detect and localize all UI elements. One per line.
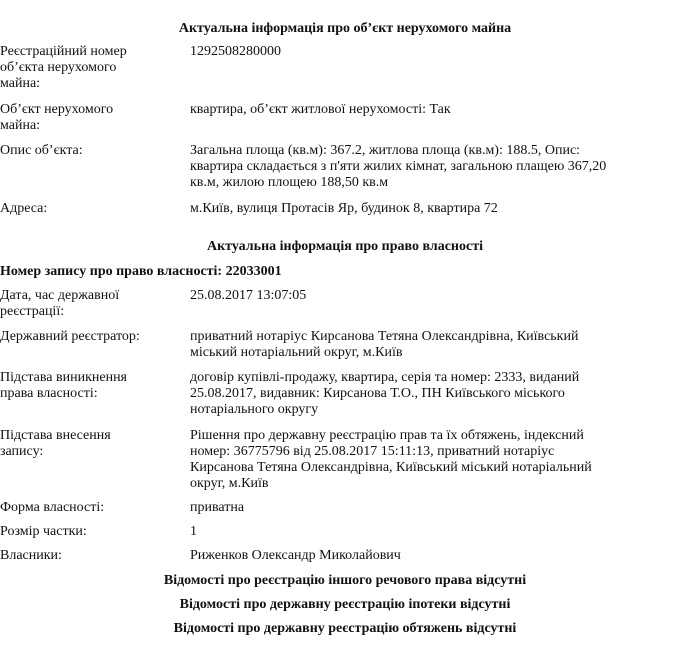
- field-label: Розмір частки:: [0, 524, 87, 539]
- field-label: Державний реєстратор:: [0, 329, 140, 344]
- field-value: квартира, об’єкт житлової нерухомості: Так: [190, 102, 451, 117]
- object-section-title: Актуальна інформація про об’єкт нерухомого майна: [178, 21, 512, 36]
- field-value: 1: [190, 524, 197, 539]
- field-value: приватна: [190, 500, 245, 515]
- other-right-notice: Відомості про реєстрацію іншого речового права відсутні: [163, 573, 527, 588]
- ownership-record-number: Номер запису про право власності: 22033001: [0, 264, 282, 279]
- field-label: Форма власності:: [0, 500, 105, 515]
- field-value: Риженков Олександр Миколайович: [190, 548, 401, 563]
- field-value: Загальна площа (кв.м): 367.2, житлова площа (кв.м): 188.5, Опис: квартира складається з п'яти жилих кімнат, загальною плащею 367,20 кв.м, жилою площею 188,50 кв.м: [190, 143, 607, 190]
- field-label: Об’єкт нерухомого майна:: [0, 102, 114, 133]
- mortgage-notice: Відомості про державну реєстрацію іпотеки відсутні: [179, 597, 511, 612]
- field-label: Власники:: [0, 548, 62, 563]
- field-label: Адреса:: [0, 201, 48, 216]
- encumbrance-notice: Відомості про державну реєстрацію обтяжень відсутні: [173, 621, 517, 636]
- field-value: 25.08.2017 13:07:05: [190, 288, 307, 303]
- field-label: Опис об’єкта:: [0, 143, 83, 158]
- field-value: м.Київ, вулиця Протасів Яр, будинок 8, квартира 72: [190, 201, 498, 216]
- field-label: Дата, час державної реєстрації:: [0, 288, 120, 319]
- field-label: Реєстраційний номер об’єкта нерухомого майна:: [0, 44, 127, 91]
- field-label: Підстава внесення запису:: [0, 428, 111, 459]
- field-value: Рішення про державну реєстрацію прав та їх обтяжень, індексний номер: 36775796 від 25.08.2017 15:11:13, приватний нотаріус Кирсанова Тетяна Олександрівна, Київський міський нотаріальний округ, м.Київ: [190, 428, 592, 491]
- field-label: Підстава виникнення права власності:: [0, 370, 127, 401]
- field-value: приватний нотаріус Кирсанова Тетяна Олександрівна, Київський міський нотаріальний округ, м.Київ: [190, 329, 579, 360]
- field-value: 1292508280000: [190, 44, 281, 59]
- field-value: договір купівлі-продажу, квартира, серія та номер: 2333, виданий 25.08.2017, видавник: Кирсанова Т.О., ПН Київського міського нотаріального округу: [190, 370, 580, 417]
- ownership-section-title: Актуальна інформація про право власності: [207, 239, 483, 254]
